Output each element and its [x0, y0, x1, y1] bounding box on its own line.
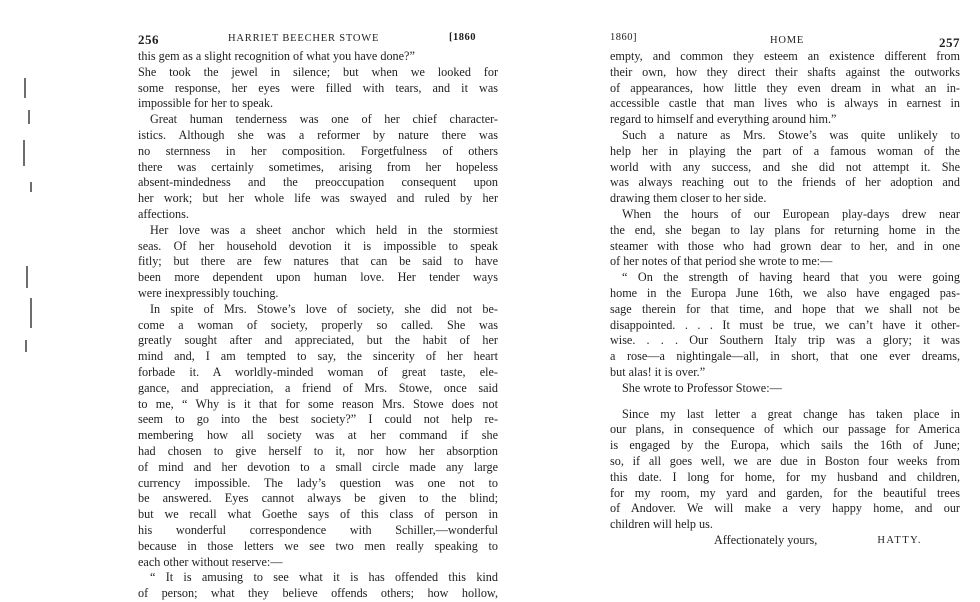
text-line: Such a nature as Mrs. Stowe’s was quite unlikely to — [622, 127, 960, 142]
left-page-header — [138, 32, 498, 48]
text-line: She took the jewel in silence; but when we looked for — [138, 64, 498, 79]
text-line: gance, and appreciation, a friend of Mrs. Stowe, once said — [138, 380, 498, 395]
header-year: [1860 — [449, 32, 476, 43]
page-number: 257 — [939, 35, 960, 50]
signature: HATTY. — [877, 534, 922, 546]
text-line: each other without reserve:— — [138, 554, 283, 569]
text-line: to me, “ Why is it that for some reason Mrs. Stowe does not — [138, 396, 498, 411]
text-line: of her notes of that period she wrote to me:— — [610, 254, 833, 269]
text-line: forbade it. A worldly-minded woman of great taste, ele- — [138, 364, 498, 379]
text-line: had chosen to give herself to it, nor how her absorption — [138, 443, 498, 458]
text-line: empty, and common they esteem an existence different from — [610, 49, 960, 63]
text-line: children will help us. — [610, 517, 713, 532]
text-line: In spite of Mrs. Stowe’s love of society, she did not be- — [150, 301, 498, 316]
running-head: HARRIET BEECHER STOWE — [228, 33, 380, 44]
right-page — [610, 0, 960, 583]
text-line: been more dependent upon human love. Her tender ways — [138, 270, 498, 285]
text-line: no sternness in her composition. Forgetfulness of others — [138, 143, 498, 158]
paragraph-gap — [610, 397, 960, 407]
text-line: be answered. Eyes cannot always be given to the blind; — [138, 491, 498, 506]
text-line: When the hours of our European play-days drew near — [622, 206, 960, 221]
left-page — [138, 0, 498, 601]
text-line: drawing them closer to her side. — [610, 191, 767, 206]
text-line: this gem as a slight recognition of what you have done?” — [138, 49, 415, 63]
text-line: greatly sought after and appreciated, but the habit of her — [138, 333, 498, 348]
text-line: were inexpressibly touching. — [138, 285, 279, 300]
running-head: HOME — [770, 35, 805, 46]
text-line: istics. Although she was a reformer by nature there was — [138, 127, 498, 142]
header-year: 1860] — [610, 32, 637, 43]
text-line: absent-mindedness and the preoccupation consequent upon — [138, 175, 498, 190]
text-line: “ It is amusing to see what it is has offended this kind — [150, 570, 498, 585]
text-line: so, if all goes well, we are due in Boston four weeks from — [610, 453, 960, 468]
text-line: come a woman of society, properly so called. She was — [138, 317, 498, 332]
text-line: their own, how they direct their shafts against the outworks — [610, 64, 960, 79]
text-line: sage therein for that time, and hope that we shall not be — [610, 301, 960, 316]
text-line: world with any success, and she did not attempt it. She — [610, 159, 960, 174]
text-line: impossible for her to speak. — [138, 96, 274, 111]
text-line: seem to go into the best society?” I could not help re- — [138, 412, 498, 427]
text-line: She wrote to Professor Stowe:— — [622, 380, 782, 395]
text-line: some response, her eyes were filled with tears, and it was — [138, 80, 498, 95]
text-line: regard to himself and everything around him.” — [610, 112, 837, 127]
text-line: but we recall what Goethe says of this class of person in — [138, 507, 498, 522]
text-line: of appearances, how little they even dream in what an in- — [610, 80, 960, 95]
text-line: currency impossible. The lady’s question was one not to — [138, 475, 498, 490]
text-line: membering how all society was at her command if she — [138, 428, 498, 443]
left-page-text — [138, 49, 498, 602]
text-line: was always reaching out to the friends of her adoption and — [610, 175, 960, 190]
text-line: her work; but her whole life was swayed and ruled by her — [138, 191, 498, 206]
text-line: is engaged by the Europa, which sails the 16th of June; — [610, 438, 960, 453]
text-line: seas. Of her household devotion it is impossible to speak — [138, 238, 498, 253]
text-line: of mind and her devotion to a small circle made any large — [138, 459, 498, 474]
text-line: fitly; but there are few natures that can be said to have — [138, 254, 498, 269]
text-line: but alas! it is over.” — [610, 364, 706, 379]
text-line: home in the Europa June 16th, we also have engaged pas- — [610, 285, 960, 300]
text-line: disappointed. . . . It must be true, we can’t have it other- — [610, 317, 960, 332]
text-line: our plans, in consequence of which our passage for America — [610, 422, 960, 437]
page-number: 256 — [138, 32, 159, 47]
letter-signoff — [610, 533, 960, 549]
closing-salutation: Affectionately yours, — [714, 532, 818, 547]
text-line: for my room, my yard and garden, for the beautiful trees — [610, 485, 960, 500]
text-line: his wonderful correspondence with Schiller,—wonderful — [138, 522, 498, 537]
text-line: of Andover. We will make a very happy home, and our — [610, 501, 960, 516]
text-line: Since my last letter a great change has taken place in — [622, 406, 960, 421]
text-line: affections. — [138, 206, 189, 221]
text-line: accessible castle that man lives who is always in earnest in — [610, 96, 960, 111]
text-line: Great human tenderness was one of her chief character- — [150, 112, 498, 127]
text-line: mind and, I am tempted to say, the sincerity of her heart — [138, 349, 498, 364]
text-line: of person; what they believe offends others; how hollow, — [138, 586, 498, 601]
text-line: the end, she began to lay plans for returning home in the — [610, 222, 960, 237]
right-page-text — [610, 49, 960, 549]
text-line: help her in playing the part of a famous woman of the — [610, 143, 960, 158]
text-line: there was certainly sometimes, arising from her hopeless — [138, 159, 498, 174]
right-page-header — [610, 32, 960, 48]
text-line: Her love was a sheet anchor which held in the stormiest — [150, 222, 498, 237]
text-line: this date. I long for home, for my husband and children, — [610, 469, 960, 484]
text-line: steamer with those who had grown dear to her, and in one — [610, 238, 960, 253]
text-line: a rose—a nightingale—all, in short, that one ever dreams, — [610, 349, 960, 364]
text-line: wise. . . . Our Southern Italy trip was a glory; it was — [610, 333, 960, 348]
text-line: “ On the strength of having heard that you were going — [622, 270, 960, 285]
margin-marks — [18, 70, 48, 400]
text-line: because in those letters we see two men really speaking to — [138, 538, 498, 553]
